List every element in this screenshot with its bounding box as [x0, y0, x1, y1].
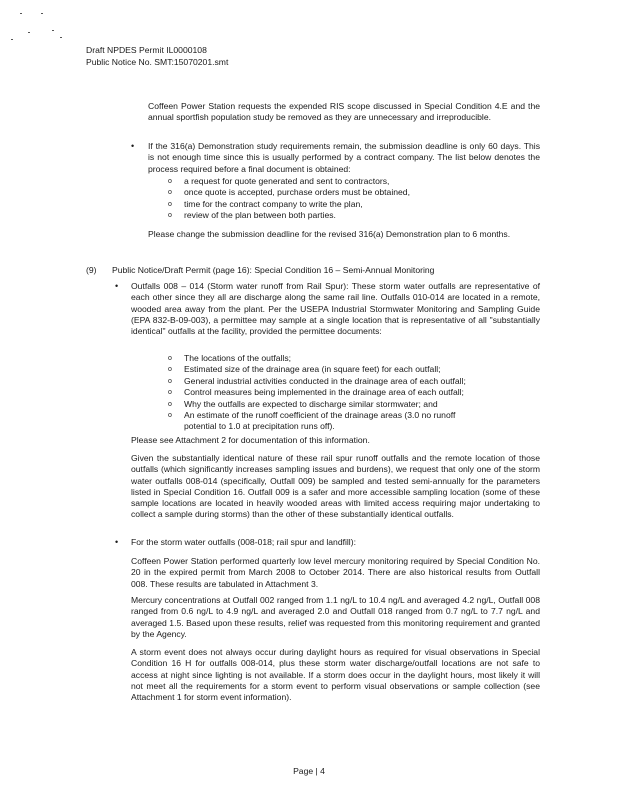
mercury-monitoring-paragraph: Coffeen Power Station performed quarterly low level mercury monitoring required by Special Condition No. 20 in the expired permit from March 2008 to October 2014. There are also historical results from Outfall 008. These results are tabulated in Attachment 3.: [131, 556, 540, 589]
page-footer: [0, 766, 618, 777]
list-item: o An estimate of the runoff coefficient of the drainage areas (3.0 no runoff potential to 1.0 at precipitation runs off).: [168, 409, 456, 432]
circle-bullet-icon: o: [168, 189, 172, 197]
circle-bullet-icon: o: [168, 366, 172, 374]
circle-bullet-icon: o: [168, 355, 172, 362]
storm-bullet-text: For the storm water outfalls (008-018; rail spur and landfill):: [131, 537, 356, 547]
section-heading: Public Notice/Draft Permit (page 16): Special Condition 16 – Semi-Annual Monitoring: [112, 265, 435, 275]
circle-bullet-icon: o: [168, 400, 172, 408]
scan-speck: [11, 39, 13, 40]
circle-bullet-icon: o: [168, 377, 172, 385]
circle-bullet-icon: o: [168, 389, 172, 397]
storm-event-paragraph: A storm event does not always occur during daylight hours as required for visual observations in Special Condition 16 H for outfalls 008-014, plus these storm water discharge/outfall locations are not safe to access at night since lighting is not available. If a storm does occur in the daylight hours, most likely it will not meet all the requirements for a storm event to perform visual observations or sample collection (see Attachment 1 for storm event information).: [131, 647, 540, 703]
document-header: [86, 45, 486, 68]
list-item: o a request for quote generated and sent to contractors,: [168, 176, 390, 186]
bullet-storm-marker: •: [115, 537, 119, 547]
documentation-list: [168, 353, 538, 433]
scan-speck: [20, 13, 22, 14]
scan-speck: [41, 13, 43, 14]
list-item: o Control measures being implemented in the drainage area of each outfall;: [168, 387, 464, 398]
bullet-316a-text: If the 316(a) Demonstration study requirements remain, the submission deadline is only 60 days. This is not enough time since this is usually performed by a contract company. The list below denotes the process required before a final document is obtained:: [148, 141, 540, 174]
list-item: o Estimated size of the drainage area (in square feet) for each outfall;: [168, 364, 441, 375]
scan-speck: [52, 30, 54, 31]
mercury-concentrations-paragraph: Mercury concentrations at Outfall 002 ranged from 1.1 ng/L to 10.4 ng/L and averaged 4.2 ng/L, Outfall 008 ranged from 0.6 ng/L to 4.9 ng/L and averaged 2.0 and Outfall 018 ranged from 0.7 ng/L to 7.7 ng/L and averaged 1.5. Based upon these results, relief was requested from this monitoring requirement and granted by the Agency.: [131, 595, 540, 639]
scan-speck: [60, 37, 62, 38]
public-notice-number: Public Notice No. SMT:15070201.smt: [86, 56, 229, 67]
list-item: o time for the contract company to write the plan,: [168, 198, 363, 209]
list-item: o review of the plan between both parties.: [168, 210, 336, 221]
list-item: o General industrial activities conducted in the drainage area of each outfall;: [168, 375, 466, 386]
bullet-316a-marker: •: [131, 141, 135, 151]
attachment-note: Please see Attachment 2 for documentation of this information.: [131, 435, 370, 445]
permit-number: Draft NPDES Permit IL0000108: [86, 45, 207, 55]
circle-bullet-icon: o: [168, 178, 172, 185]
list-item: o The locations of the outfalls;: [168, 353, 292, 363]
deadline-request: Please change the submission deadline for the revised 316(a) Demonstration plan to 6 months.: [148, 229, 511, 239]
page-number: Page | 4: [293, 766, 325, 776]
scan-speck: [28, 32, 30, 33]
process-list: [168, 176, 538, 222]
circle-bullet-icon: o: [168, 411, 172, 419]
list-item: o once quote is accepted, purchase orders must be obtained,: [168, 187, 410, 198]
list-item: o Why the outfalls are expected to discharge similar stormwater; and: [168, 398, 438, 409]
bullet-outfalls-marker: •: [115, 281, 119, 291]
intro-paragraph: Coffeen Power Station requests the expended RIS scope discussed in Special Condition 4.E and the annual sportfish population study be removed as they are unnecessary and irreproducible.: [148, 101, 540, 123]
circle-bullet-icon: o: [168, 200, 172, 208]
circle-bullet-icon: o: [168, 212, 172, 220]
outfalls-paragraph: Outfalls 008 – 014 (Storm water runoff from Rail Spur): These storm water outfalls are representative of each other since they all are discharge along the same rail line. Outfalls 010-014 are located in a remote, wooded area away from the plant. Per the USEPA Industrial Stormwater Monitoring and Sampling Guide (EPA 832-B-09-003), a permittee may sample at a single location that is representative of all "substantially identical" outfalls at the facility, provided the permittee documents:: [131, 281, 540, 337]
section-number: (9): [86, 265, 97, 275]
given-paragraph: Given the substantially identical nature of these rail spur runoff outfalls and the remote location of those outfalls (which significantly increases sampling issues and burdens), we request that only one of the storm water outfalls 008-014 (specifically, Outfall 009) be sampled and tested semi-annually for the parameters listed in Special Condition 16. Outfall 009 is a safer and more accessible sampling location (some of these sample locations are located in heavily wooded areas with limited access requiring major undertaking to collect a sample during storms) than the other of these substantially identical outfalls.: [131, 453, 540, 520]
